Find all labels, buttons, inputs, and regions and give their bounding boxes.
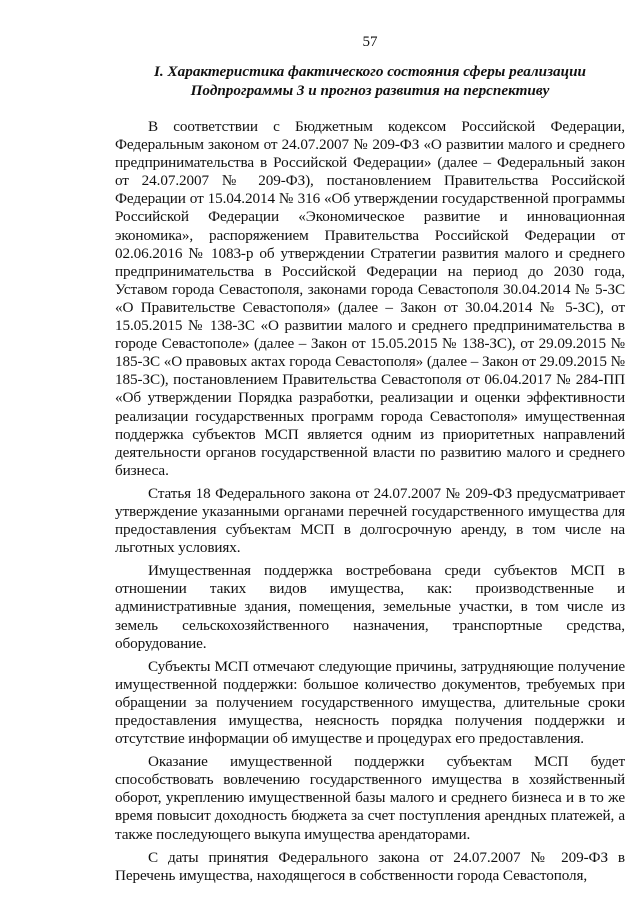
section-heading-line-1: I. Характеристика фактического состояния сферы реализации — [154, 63, 586, 80]
paragraph-list-of-property: С даты принятия Федерального закона от 24.07.2007 № 209-ФЗ в Перечень имущества, находящегося в собственности города Севастополя, — [115, 848, 625, 884]
paragraph-property-demand: Имущественная поддержка востребована среди субъектов МСП в отношении таких видов имущества, как: производственные и административные здания, помещения, земельные участки, в том числе из земель сельскохозяйственного назначения, транспортные средства, оборудование. — [115, 562, 625, 652]
page-number: 57 — [362, 34, 378, 50]
section-heading — [115, 62, 625, 100]
paragraph-article-18: Статья 18 Федерального закона от 24.07.2007 № 209-ФЗ предусматривает утверждение указанными органами перечней государственного имущества для предоставления субъектам МСП в долгосрочную аренду, в том числе на льготных условиях. — [115, 484, 625, 557]
paragraph-obstacles: Субъекты МСП отмечают следующие причины, затрудняющие получение имущественной поддержки: большое количество документов, требуемых при обращении за получением государственного имущества, длительные сроки предоставления имущества, неясность порядка получения поддержки и отсутствие информации об имуществе и процедурах его предоставления. — [115, 657, 625, 748]
paragraph-support-effect: Оказание имущественной поддержки субъектам МСП будет способствовать вовлечению государственного имущества в хозяйственный оборот, укреплению имущественной базы малого и среднего бизнеса и в то же время повысит доходность бюджета за счет поступления арендных платежей, а также последующего выкупа имущества арендаторами. — [115, 753, 625, 843]
paragraph-legal-basis: В соответствии с Бюджетным кодексом Российской Федерации, Федеральным законом от 24.07.2007 № 209-ФЗ «О развитии малого и среднего предпринимательства в Российской Федерации» (далее – Федеральный закон от 24.07.2007 № 209-ФЗ), постановлением Правительства Российской Федерации от 15.04.2014 № 316 «Об утверждении государственной программы Российской Федерации «Экономическое развитие и инновационная экономика», распоряжением Правительства Российской Федерации от 02.06.2016 № 1083-р об утверждении Стратегии развития малого и среднего предпринимательства в Российской Федерации на период до 2030 года, Уставом города Севастополя, законами города Севастополя 30.04.2014 № 5-ЗС «О Правительстве Севастополя» (далее – Закон от 30.04.2014 № 5-ЗС), от 15.05.2015 № 138-ЗС «О развитии малого и среднего предпринимательства в городе Севастополе» (далее – Закон от 15.05.2015 № 138-ЗС), от 29.09.2015 № 185-ЗС «О правовых актах города Севастополя» (далее – Закон от 29.09.2015 № 185-ЗС), постановлением Правительства Севастополя от 06.04.2017 № 284-ПП «Об утверждении Порядка разработки, реализации и оценки эффективности реализации государственных программ города Севастополя» имущественная поддержка субъектов МСП является одним из приоритетных направлений деятельности органов государственной власти по развитию малого и среднего бизнеса. — [115, 118, 625, 479]
section-heading-line-2: Подпрограммы 3 и прогноз развития на перспективу — [190, 82, 550, 99]
